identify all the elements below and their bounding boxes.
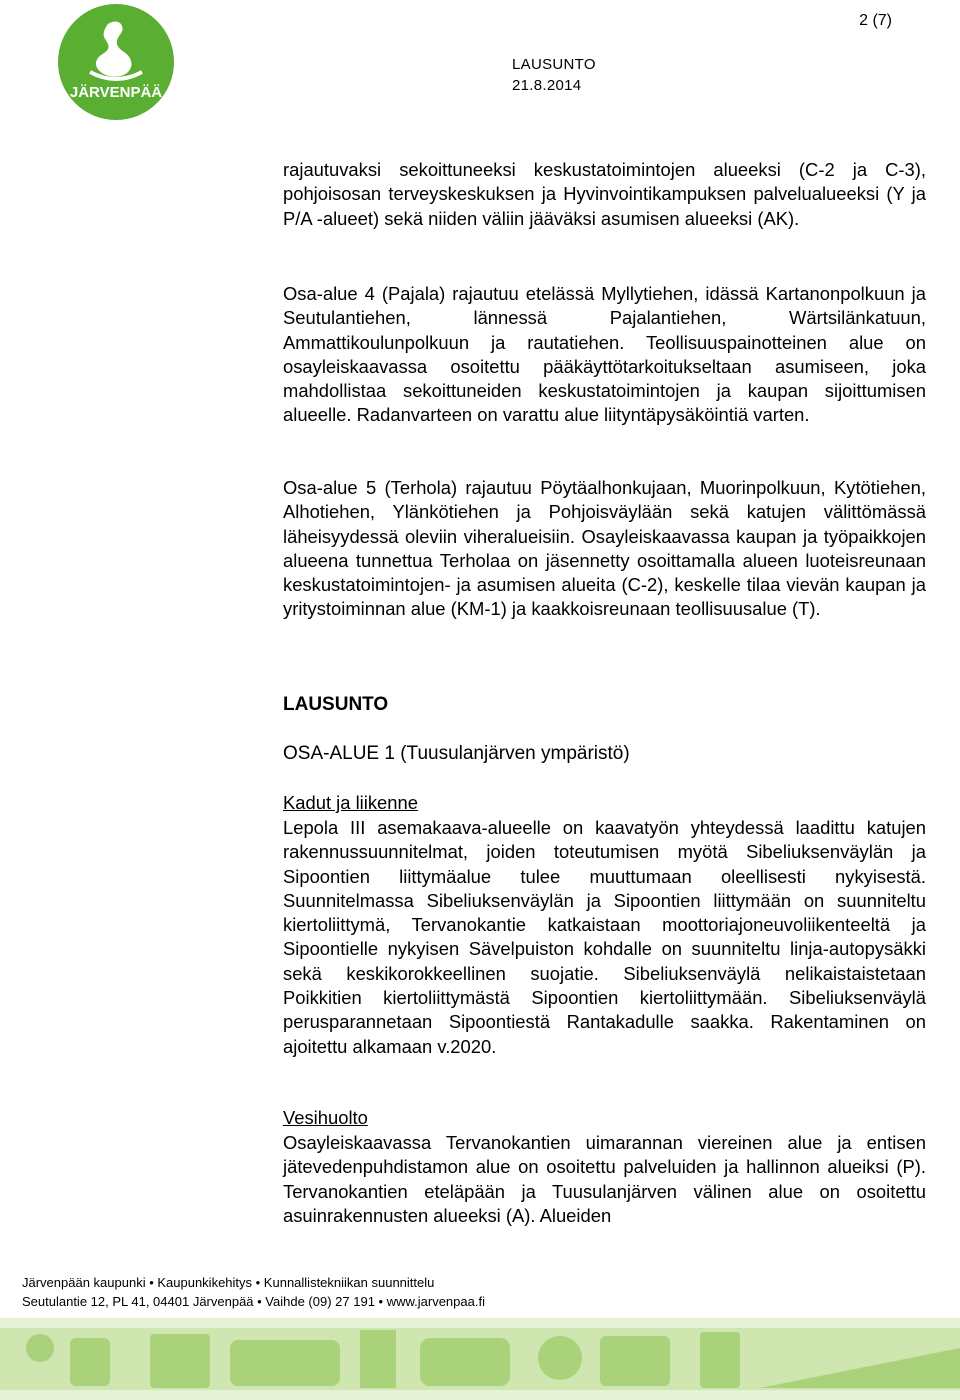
osa-alue-heading: OSA-ALUE 1 (Tuusulanjärven ympäristö) [283,743,630,764]
kadut-heading: Kadut ja liikenne [283,792,418,813]
jarvenpaa-logo [56,2,176,122]
paragraph-2: Osa-alue 4 (Pajala) rajautuu etelässä Myllytiehen, idässä Kartanonpolkuun ja Seutulantiehen, lännessä Pajalantiehen, Wärtsilänkatuun, Ammattikoulunpolkuun ja rautatiehen. Teollisuuspainotteinen alue on osayleiskaavassa osoitettu pääkäyttötarkoitukseltaan asumiseen, joka mahdollistaa sekoittuneiden keskustatoimintojen ja kaupan sijoittumisen alueelle. Radanvarteen on varattu alue liityntäpysäköintiä varten. [283,283,926,426]
paragraph-4: Lepola III asemakaava-alueelle on kaavatyön yhteydessä laadittu katujen rakennussuunnitelmat, joiden toteutumisen myötä Sibeliuksenväylän ja Sipoontien liittymäalue tulee muuttumaan oleellisesti nykyisestä. Suunnitelmassa Sibeliuksenväylän ja Sipoontien liittymään on suunniteltu kiertoliittymä, Tervanokantie katkaistaan moottoriajoneuvoliikenteeltä ja Sipoontielle nykyisen Sävelpuiston kohdalle on suunniteltu linja-autopysäkki sekä keskikorokkeellinen suojatie. Sibeliuksenväylä nelikaistaistetaan Poikkitien kiertoliittymästä Sipoontien kiertoliittymään. Sibeliuksenväylä perusparannetaan Sipoontiestä Rantakadulle saakka. Rakentaminen on ajoitettu alkamaan v.2020. [283,817,926,1057]
footer-contact: Seutulantie 12, PL 41, 04401 Järvenpää • Vaihde (09) 27 191 • www.jarvenpaa.fi [22,1294,485,1309]
paragraph-1: rajautuvaksi sekoittuneeksi keskustatoimintojen alueeksi (C-2 ja C-3), pohjoisosan terveyskeskuksen ja Hyvinvointikampuksen palvelualueeksi (Y ja P/A -alueet) sekä niiden väliin jääväksi asumisen alueeksi (AK). [283,159,926,229]
footer-decorative-band [0,1318,960,1400]
vesihuolto-heading: Vesihuolto [283,1107,368,1128]
document-date: 21.8.2014 [512,77,582,94]
logo-text: JÄRVENPÄÄ [69,84,163,101]
paragraph-5: Osayleiskaavassa Tervanokantien uimarannan viereinen alue ja entisen jätevedenpuhdistamon alue on osoitettu palveluiden ja hallinnon alueiksi (P). Tervanokantien eteläpään ja Tuusulanjärven välinen alue on osoitettu asuinrakennusten alueeksi (A). Alueiden [283,1132,926,1226]
page-number: 2 (7) [859,12,892,29]
document-type: LAUSUNTO [512,56,596,73]
paragraph-3: Osa-alue 5 (Terhola) rajautuu Pöytäalhonkujaan, Muorinpolkuun, Kytötiehen, Alhotiehen, Ylänkötiehen ja Pohjoisväylään sekä katujen välittömässä läheisyydessä oleviin viheralueisiin. Osayleiskaavassa kaupan ja työpaikkojen alueena tunnettua Terholaa on jäsennetty osoittamalla alueen luoteisreunaan keskustatoimintojen- ja asumisen alueita (C-2), keskelle tilaa vievän kaupan ja yritystoiminnan alue (KM-1) ja kaakkoisreunaan teollisuusalue (T). [283,477,926,620]
lausunto-heading: LAUSUNTO [283,694,389,715]
footer-organization: Järvenpään kaupunki • Kaupunkikehitys • Kunnallistekniikan suunnittelu [22,1275,435,1290]
